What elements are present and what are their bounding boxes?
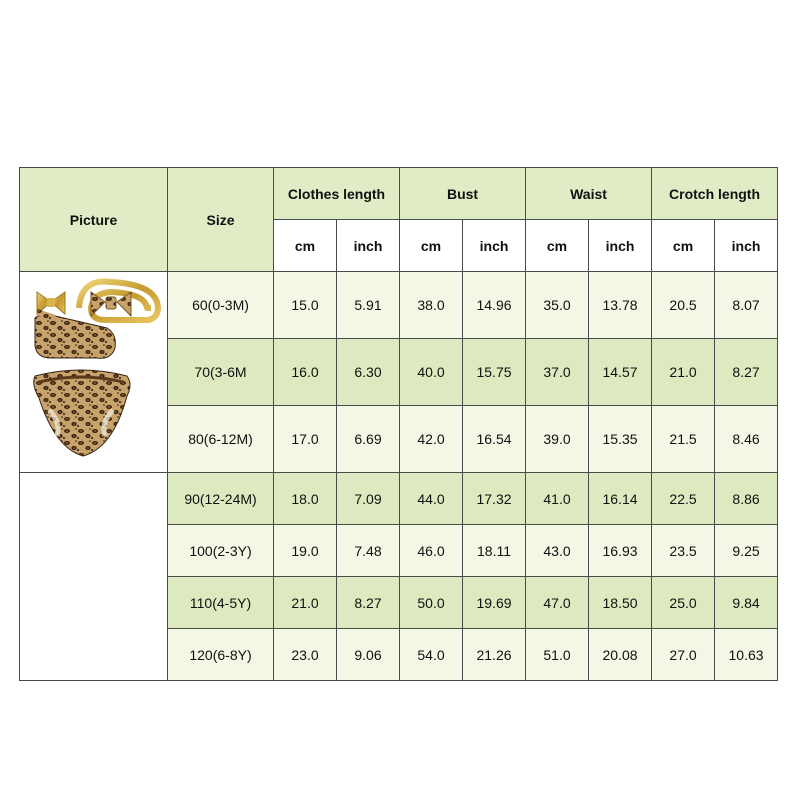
value-cell: 10.63 [715,629,778,681]
value-cell: 22.5 [652,473,715,525]
value-cell: 20.5 [652,272,715,339]
value-cell: 5.91 [337,272,400,339]
value-cell: 54.0 [400,629,463,681]
value-cell: 38.0 [400,272,463,339]
size-cell: 120(6-8Y) [168,629,274,681]
unit-header: inch [337,220,400,272]
value-cell: 9.25 [715,525,778,577]
unit-header: cm [274,220,337,272]
value-cell: 50.0 [400,577,463,629]
value-cell: 51.0 [526,629,589,681]
value-cell: 6.30 [337,339,400,406]
value-cell: 9.84 [715,577,778,629]
size-cell: 60(0-3M) [168,272,274,339]
product-picture-cell [20,272,168,473]
value-cell: 21.5 [652,406,715,473]
value-cell: 9.06 [337,629,400,681]
value-cell: 39.0 [526,406,589,473]
value-cell: 19.0 [274,525,337,577]
table-row [20,272,778,339]
leopard-bikini-image [21,272,167,472]
value-cell: 21.0 [274,577,337,629]
value-cell: 21.0 [652,339,715,406]
value-cell: 42.0 [400,406,463,473]
header-bust: Bust [400,168,526,220]
size-cell: 80(6-12M) [168,406,274,473]
header-clothes-length: Clothes length [274,168,400,220]
value-cell: 14.96 [463,272,526,339]
value-cell: 46.0 [400,525,463,577]
value-cell: 6.69 [337,406,400,473]
value-cell: 18.11 [463,525,526,577]
value-cell: 18.50 [589,577,652,629]
size-cell: 100(2-3Y) [168,525,274,577]
table-row [20,473,778,525]
unit-header: cm [400,220,463,272]
value-cell: 13.78 [589,272,652,339]
value-cell: 15.35 [589,406,652,473]
value-cell: 23.5 [652,525,715,577]
value-cell: 16.54 [463,406,526,473]
value-cell: 35.0 [526,272,589,339]
value-cell: 16.14 [589,473,652,525]
header-waist: Waist [526,168,652,220]
value-cell: 23.0 [274,629,337,681]
value-cell: 16.93 [589,525,652,577]
value-cell: 43.0 [526,525,589,577]
value-cell: 37.0 [526,339,589,406]
value-cell: 47.0 [526,577,589,629]
empty-picture-cell [20,473,168,681]
product-image [21,272,167,472]
value-cell: 18.0 [274,473,337,525]
value-cell: 27.0 [652,629,715,681]
value-cell: 8.46 [715,406,778,473]
header-size: Size [168,168,274,272]
unit-header: inch [463,220,526,272]
value-cell: 8.27 [337,577,400,629]
value-cell: 7.48 [337,525,400,577]
value-cell: 8.86 [715,473,778,525]
value-cell: 15.75 [463,339,526,406]
value-cell: 17.0 [274,406,337,473]
value-cell: 7.09 [337,473,400,525]
value-cell: 8.27 [715,339,778,406]
value-cell: 16.0 [274,339,337,406]
size-cell: 90(12-24M) [168,473,274,525]
value-cell: 14.57 [589,339,652,406]
unit-header: cm [652,220,715,272]
value-cell: 19.69 [463,577,526,629]
value-cell: 40.0 [400,339,463,406]
header-crotch-length: Crotch length [652,168,778,220]
size-cell: 110(4-5Y) [168,577,274,629]
header-picture: Picture [20,168,168,272]
value-cell: 15.0 [274,272,337,339]
size-chart-table [19,167,778,681]
unit-header: cm [526,220,589,272]
value-cell: 44.0 [400,473,463,525]
size-cell: 70(3-6M [168,339,274,406]
value-cell: 41.0 [526,473,589,525]
value-cell: 21.26 [463,629,526,681]
value-cell: 25.0 [652,577,715,629]
unit-header: inch [589,220,652,272]
value-cell: 17.32 [463,473,526,525]
unit-header: inch [715,220,778,272]
value-cell: 20.08 [589,629,652,681]
value-cell: 8.07 [715,272,778,339]
